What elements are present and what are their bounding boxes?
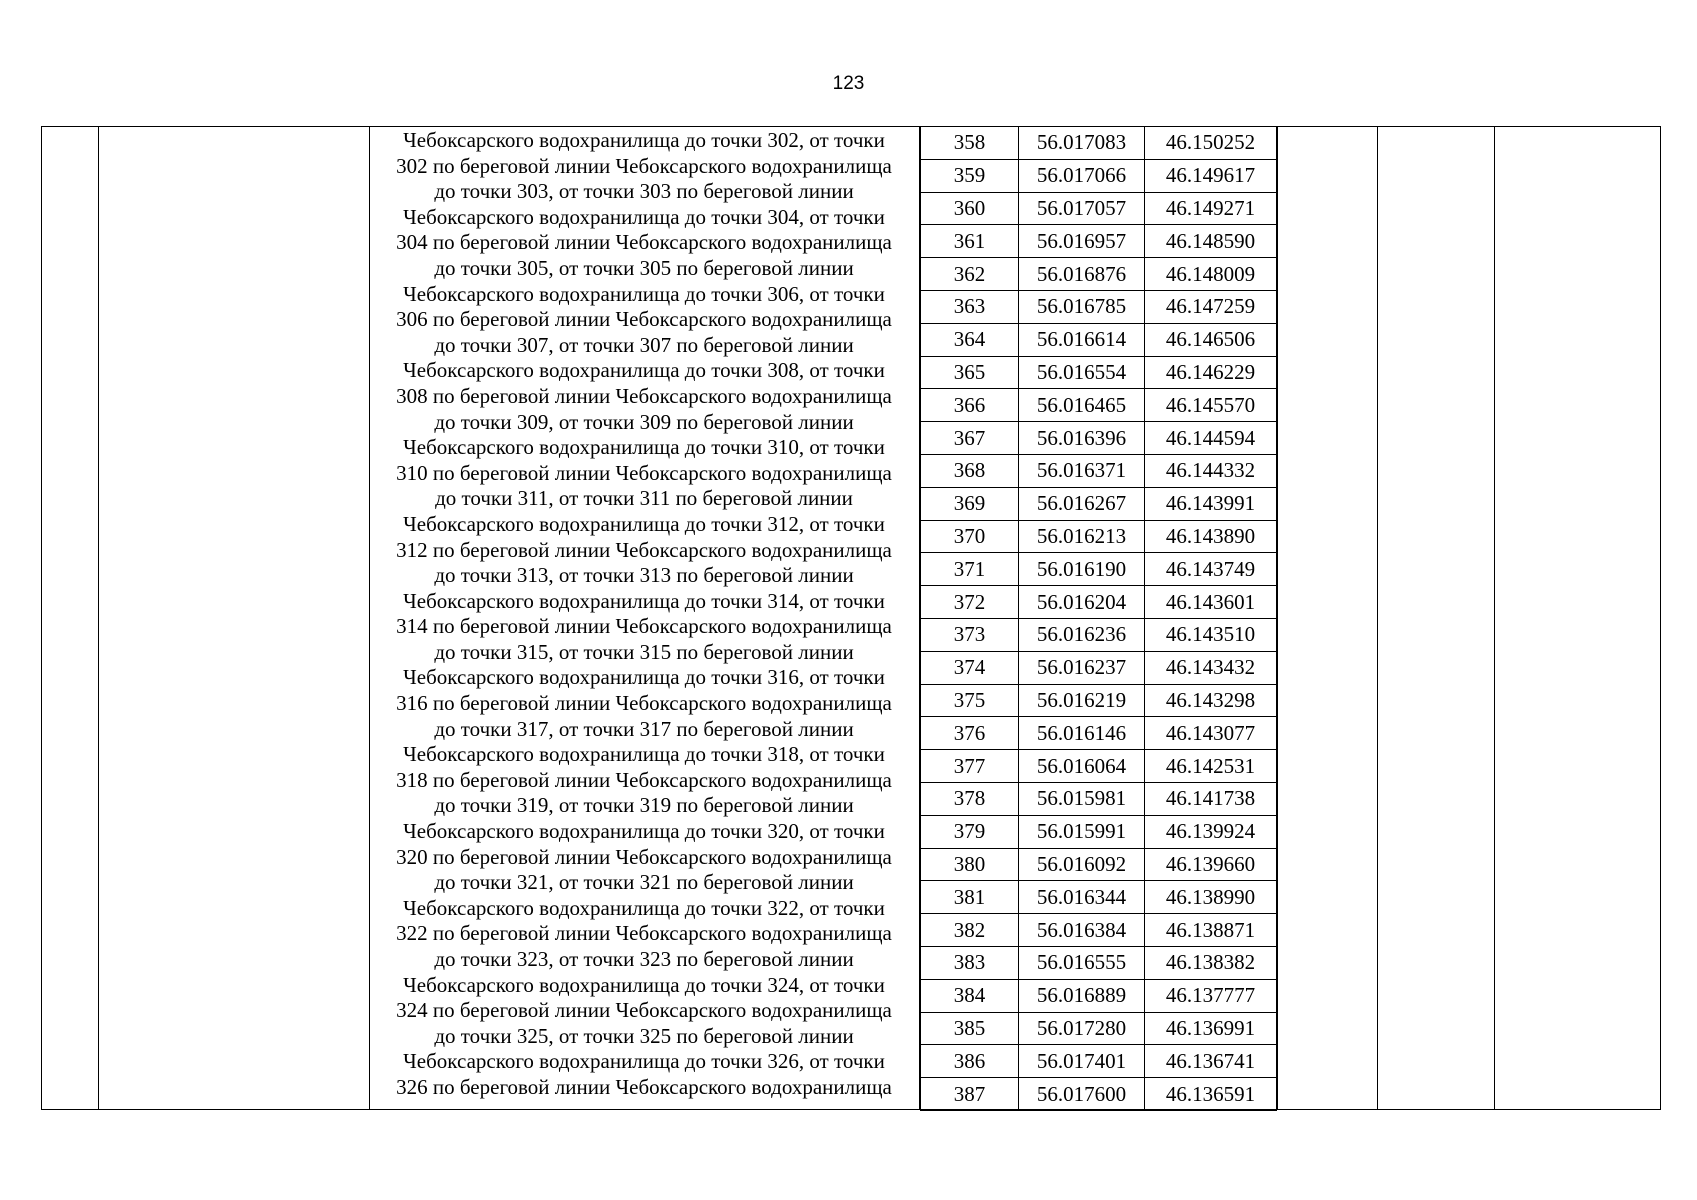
longitude-cell: 46.138871 <box>1165 917 1256 942</box>
point-number: 363 <box>921 291 1019 323</box>
latitude-cell: 56.017057 <box>1019 193 1145 225</box>
point-number: 359 <box>921 160 1019 192</box>
description-line: до точки 319, от точки 319 по береговой линии <box>434 793 854 818</box>
latitude-cell: 56.016190 <box>1019 553 1145 585</box>
latitude-cell: 56.016876 <box>1019 258 1145 290</box>
longitude-cell: 46.144594 <box>1165 425 1256 450</box>
description-line: 306 по береговой линии Чебоксарского водохранилища <box>396 307 892 332</box>
longitude-cell: 46.143432 <box>1165 655 1256 680</box>
coordinate-row <box>920 127 1277 160</box>
longitude-cell: 46.143601 <box>1165 589 1256 614</box>
longitude-cell: 46.148590 <box>1165 228 1256 253</box>
page-number: 123 <box>832 73 865 94</box>
point-number: 384 <box>921 980 1019 1012</box>
coordinate-row <box>920 1045 1277 1078</box>
longitude-cell: 46.138382 <box>1165 950 1256 975</box>
longitude-cell: 46.136591 <box>1165 1081 1256 1106</box>
latitude-cell: 56.016237 <box>1019 652 1145 684</box>
longitude-cell: 46.138990 <box>1165 884 1256 909</box>
point-number: 364 <box>921 324 1019 356</box>
description-line: Чебоксарского водохранилища до точки 308, от точки <box>403 358 885 383</box>
point-number: 361 <box>921 225 1019 257</box>
point-number: 381 <box>921 881 1019 913</box>
boundary-table <box>41 126 1661 1110</box>
point-number: 369 <box>921 488 1019 520</box>
latitude-cell: 56.016554 <box>1019 357 1145 389</box>
point-number: 382 <box>921 914 1019 946</box>
latitude-cell: 56.017083 <box>1019 127 1145 159</box>
longitude-cell: 46.149271 <box>1165 195 1256 220</box>
latitude-cell: 56.016889 <box>1019 980 1145 1012</box>
latitude-cell: 56.016384 <box>1019 914 1145 946</box>
latitude-cell: 56.016146 <box>1019 717 1145 749</box>
coordinate-row <box>920 586 1277 619</box>
longitude-cell: 46.146506 <box>1165 327 1256 352</box>
point-number: 366 <box>921 389 1019 421</box>
description-line: 310 по береговой линии Чебоксарского водохранилища <box>396 460 892 485</box>
longitude-cell: 46.141738 <box>1165 786 1256 811</box>
latitude-cell: 56.016555 <box>1019 947 1145 979</box>
point-number: 383 <box>921 947 1019 979</box>
latitude-cell: 56.016396 <box>1019 422 1145 454</box>
latitude-cell: 56.015981 <box>1019 783 1145 815</box>
coordinate-row <box>920 324 1277 357</box>
description-line: до точки 325, от точки 325 по береговой линии <box>434 1023 854 1048</box>
coordinate-row <box>920 717 1277 750</box>
coordinate-row <box>920 947 1277 980</box>
description-line: Чебоксарского водохранилища до точки 312, от точки <box>403 511 885 536</box>
coordinate-row <box>920 455 1277 488</box>
coordinate-row <box>920 849 1277 882</box>
description-line: до точки 303, от точки 303 по береговой линии <box>434 179 854 204</box>
coordinate-row <box>920 1013 1277 1046</box>
coordinate-row <box>920 881 1277 914</box>
latitude-cell: 56.016092 <box>1019 849 1145 881</box>
description-line: до точки 313, от точки 313 по береговой линии <box>434 563 854 588</box>
coordinate-row <box>920 652 1277 685</box>
point-number: 368 <box>921 455 1019 487</box>
description-line: Чебоксарского водохранилища до точки 322, от точки <box>403 895 885 920</box>
description-line: Чебоксарского водохранилища до точки 318, от точки <box>403 742 885 767</box>
point-number: 370 <box>921 521 1019 553</box>
coordinate-row <box>920 389 1277 422</box>
longitude-cell: 46.136991 <box>1165 1015 1256 1040</box>
point-number: 362 <box>921 258 1019 290</box>
description-line: 314 по береговой линии Чебоксарского водохранилища <box>396 614 892 639</box>
description-line: Чебоксарского водохранилища до точки 302, от точки <box>403 128 885 152</box>
longitude-cell: 46.143749 <box>1165 556 1256 581</box>
coordinate-row <box>920 225 1277 258</box>
point-number: 376 <box>921 717 1019 749</box>
point-number: 386 <box>921 1045 1019 1077</box>
description-line: 312 по береговой линии Чебоксарского водохранилища <box>396 537 892 562</box>
description-line: до точки 323, от точки 323 по береговой линии <box>434 947 854 971</box>
point-number: 379 <box>921 816 1019 848</box>
point-number: 378 <box>921 783 1019 815</box>
column-divider <box>98 127 99 1109</box>
description-line: 324 по береговой линии Чебоксарского водохранилища <box>396 998 892 1023</box>
description-line: до точки 305, от точки 305 по береговой линии <box>434 255 854 280</box>
coordinates-table <box>920 127 1277 1111</box>
latitude-cell: 56.016465 <box>1019 389 1145 421</box>
latitude-cell: 56.016344 <box>1019 881 1145 913</box>
longitude-cell: 46.147259 <box>1165 294 1256 319</box>
description-line: Чебоксарского водохранилища до точки 304, от точки <box>403 204 885 229</box>
description-line: до точки 307, от точки 307 по береговой линии <box>434 332 854 357</box>
longitude-cell: 46.148009 <box>1165 261 1256 286</box>
description-line: 320 по береговой линии Чебоксарского водохранилища <box>396 844 892 869</box>
longitude-cell: 46.144332 <box>1165 458 1256 483</box>
point-number: 387 <box>921 1078 1019 1110</box>
latitude-cell: 56.017280 <box>1019 1013 1145 1045</box>
coordinate-row <box>920 619 1277 652</box>
longitude-cell: 46.143298 <box>1165 687 1256 712</box>
longitude-cell: 46.139924 <box>1165 819 1256 844</box>
coordinate-row <box>920 980 1277 1013</box>
latitude-cell: 56.017401 <box>1019 1045 1145 1077</box>
coordinate-row <box>920 488 1277 521</box>
coordinate-row <box>920 553 1277 586</box>
longitude-cell: 46.139660 <box>1165 851 1256 876</box>
coordinate-row <box>920 422 1277 455</box>
description-line: Чебоксарского водохранилища до точки 326, от точки <box>403 1049 885 1074</box>
description-line: Чебоксарского водохранилища до точки 324, от точки <box>403 972 885 997</box>
coordinate-row <box>920 1078 1277 1111</box>
latitude-cell: 56.017066 <box>1019 160 1145 192</box>
description-line: до точки 309, от точки 309 по береговой линии <box>434 409 854 434</box>
description-line: Чебоксарского водохранилища до точки 320, от точки <box>403 819 885 844</box>
longitude-cell: 46.143991 <box>1165 491 1256 516</box>
point-number: 367 <box>921 422 1019 454</box>
description-line: до точки 317, от точки 317 по береговой линии <box>434 716 854 741</box>
column-divider <box>1377 127 1378 1109</box>
description-line: Чебоксарского водохранилища до точки 310, от точки <box>403 435 885 460</box>
longitude-cell: 46.145570 <box>1165 392 1256 417</box>
latitude-cell: 56.016236 <box>1019 619 1145 651</box>
description-line: Чебоксарского водохранилища до точки 306, от точки <box>403 281 885 306</box>
coordinate-row <box>920 914 1277 947</box>
description-line: до точки 321, от точки 321 по береговой линии <box>434 870 854 895</box>
description-line: Чебоксарского водохранилища до точки 316, от точки <box>403 665 885 690</box>
point-number: 373 <box>921 619 1019 651</box>
coordinate-row <box>920 783 1277 816</box>
latitude-cell: 56.017600 <box>1019 1078 1145 1110</box>
description-line: 308 по береговой линии Чебоксарского водохранилища <box>396 383 892 408</box>
point-number: 380 <box>921 849 1019 881</box>
description-line: 322 по береговой линии Чебоксарского водохранилища <box>396 921 892 946</box>
coordinate-row <box>920 521 1277 554</box>
longitude-cell: 46.136741 <box>1165 1048 1256 1073</box>
longitude-cell: 46.142531 <box>1165 753 1256 778</box>
coordinate-row <box>920 258 1277 291</box>
longitude-cell: 46.143510 <box>1165 622 1256 647</box>
point-number: 372 <box>921 586 1019 618</box>
latitude-cell: 56.016371 <box>1019 455 1145 487</box>
point-number: 374 <box>921 652 1019 684</box>
description-line: 304 по береговой линии Чебоксарского водохранилища <box>396 230 892 255</box>
latitude-cell: 56.016614 <box>1019 324 1145 356</box>
coordinate-row <box>920 750 1277 783</box>
coordinate-row <box>920 160 1277 193</box>
latitude-cell: 56.015991 <box>1019 816 1145 848</box>
coordinate-row <box>920 816 1277 849</box>
description-line: 326 по береговой линии Чебоксарского водохранилища <box>396 1074 892 1099</box>
description-line: до точки 315, от точки 315 по береговой линии <box>434 639 854 664</box>
latitude-cell: 56.016267 <box>1019 488 1145 520</box>
description-line: 302 по береговой линии Чебоксарского водохранилища <box>396 153 892 178</box>
description-line: до точки 311, от точки 311 по береговой линии <box>435 486 853 511</box>
longitude-cell: 46.146229 <box>1165 359 1256 384</box>
point-number: 358 <box>921 127 1019 159</box>
boundary-description <box>370 127 918 1101</box>
point-number: 365 <box>921 357 1019 389</box>
latitude-cell: 56.016957 <box>1019 225 1145 257</box>
latitude-cell: 56.016213 <box>1019 521 1145 553</box>
longitude-cell: 46.143890 <box>1165 523 1256 548</box>
coordinate-row <box>920 291 1277 324</box>
longitude-cell: 46.143077 <box>1165 720 1256 745</box>
point-number: 360 <box>921 193 1019 225</box>
latitude-cell: 56.016785 <box>1019 291 1145 323</box>
description-line: Чебоксарского водохранилища до точки 314, от точки <box>403 588 885 613</box>
point-number: 385 <box>921 1013 1019 1045</box>
coordinate-row <box>920 193 1277 226</box>
coordinate-row <box>920 685 1277 718</box>
latitude-cell: 56.016064 <box>1019 750 1145 782</box>
point-number: 371 <box>921 553 1019 585</box>
latitude-cell: 56.016219 <box>1019 685 1145 717</box>
column-divider <box>1494 127 1495 1109</box>
description-line: 316 по береговой линии Чебоксарского водохранилища <box>396 691 892 716</box>
column-divider <box>1277 127 1278 1109</box>
longitude-cell: 46.150252 <box>1165 130 1256 155</box>
coordinate-row <box>920 357 1277 390</box>
longitude-cell: 46.149617 <box>1165 163 1256 188</box>
point-number: 377 <box>921 750 1019 782</box>
point-number: 375 <box>921 685 1019 717</box>
description-line: 318 по береговой линии Чебоксарского водохранилища <box>396 767 892 792</box>
longitude-cell: 46.137777 <box>1165 983 1256 1008</box>
latitude-cell: 56.016204 <box>1019 586 1145 618</box>
